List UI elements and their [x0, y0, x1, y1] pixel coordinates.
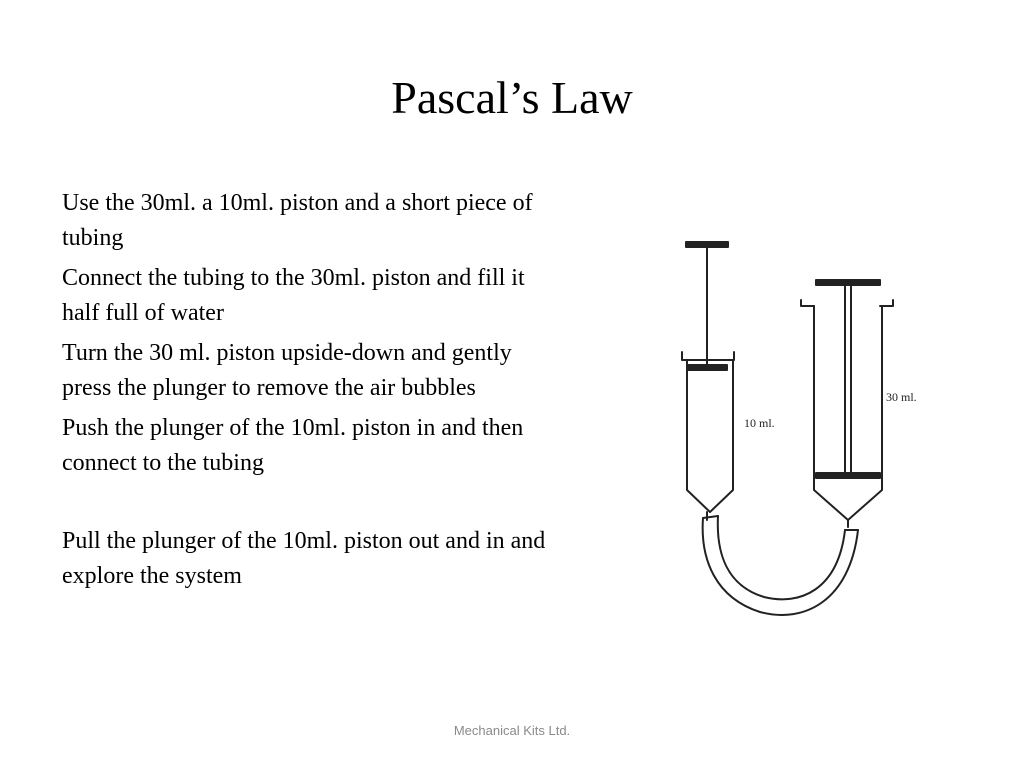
small-plunger-seal — [687, 365, 727, 370]
large-syringe-label: 30 ml. — [886, 390, 917, 404]
large-plunger-handle — [816, 280, 880, 285]
instruction-list — [62, 186, 552, 599]
small-syringe-label: 10 ml. — [744, 416, 775, 430]
instruction-item: Connect the tubing to the 30ml. piston and fill it half full of water — [62, 265, 525, 326]
instruction-item: Pull the plunger of the 10ml. piston out and in and explore the system — [62, 528, 546, 589]
slide-title: Pascal’s Law — [391, 72, 633, 123]
footer-company: Mechanical Kits Ltd. — [453, 723, 571, 738]
syringe-diagram — [640, 195, 960, 625]
large-syringe — [801, 280, 893, 527]
large-plunger-seal — [816, 473, 880, 478]
small-syringe — [682, 242, 734, 520]
instruction-item: Use the 30ml. a 10ml. piston and a short piece of tubing — [62, 190, 533, 251]
instruction-item: Turn the 30 ml. piston upside-down and gently press the plunger to remove the air bubbles — [62, 340, 512, 401]
instruction-item: Push the plunger of the 10ml. piston in and then connect to the tubing — [62, 415, 524, 476]
